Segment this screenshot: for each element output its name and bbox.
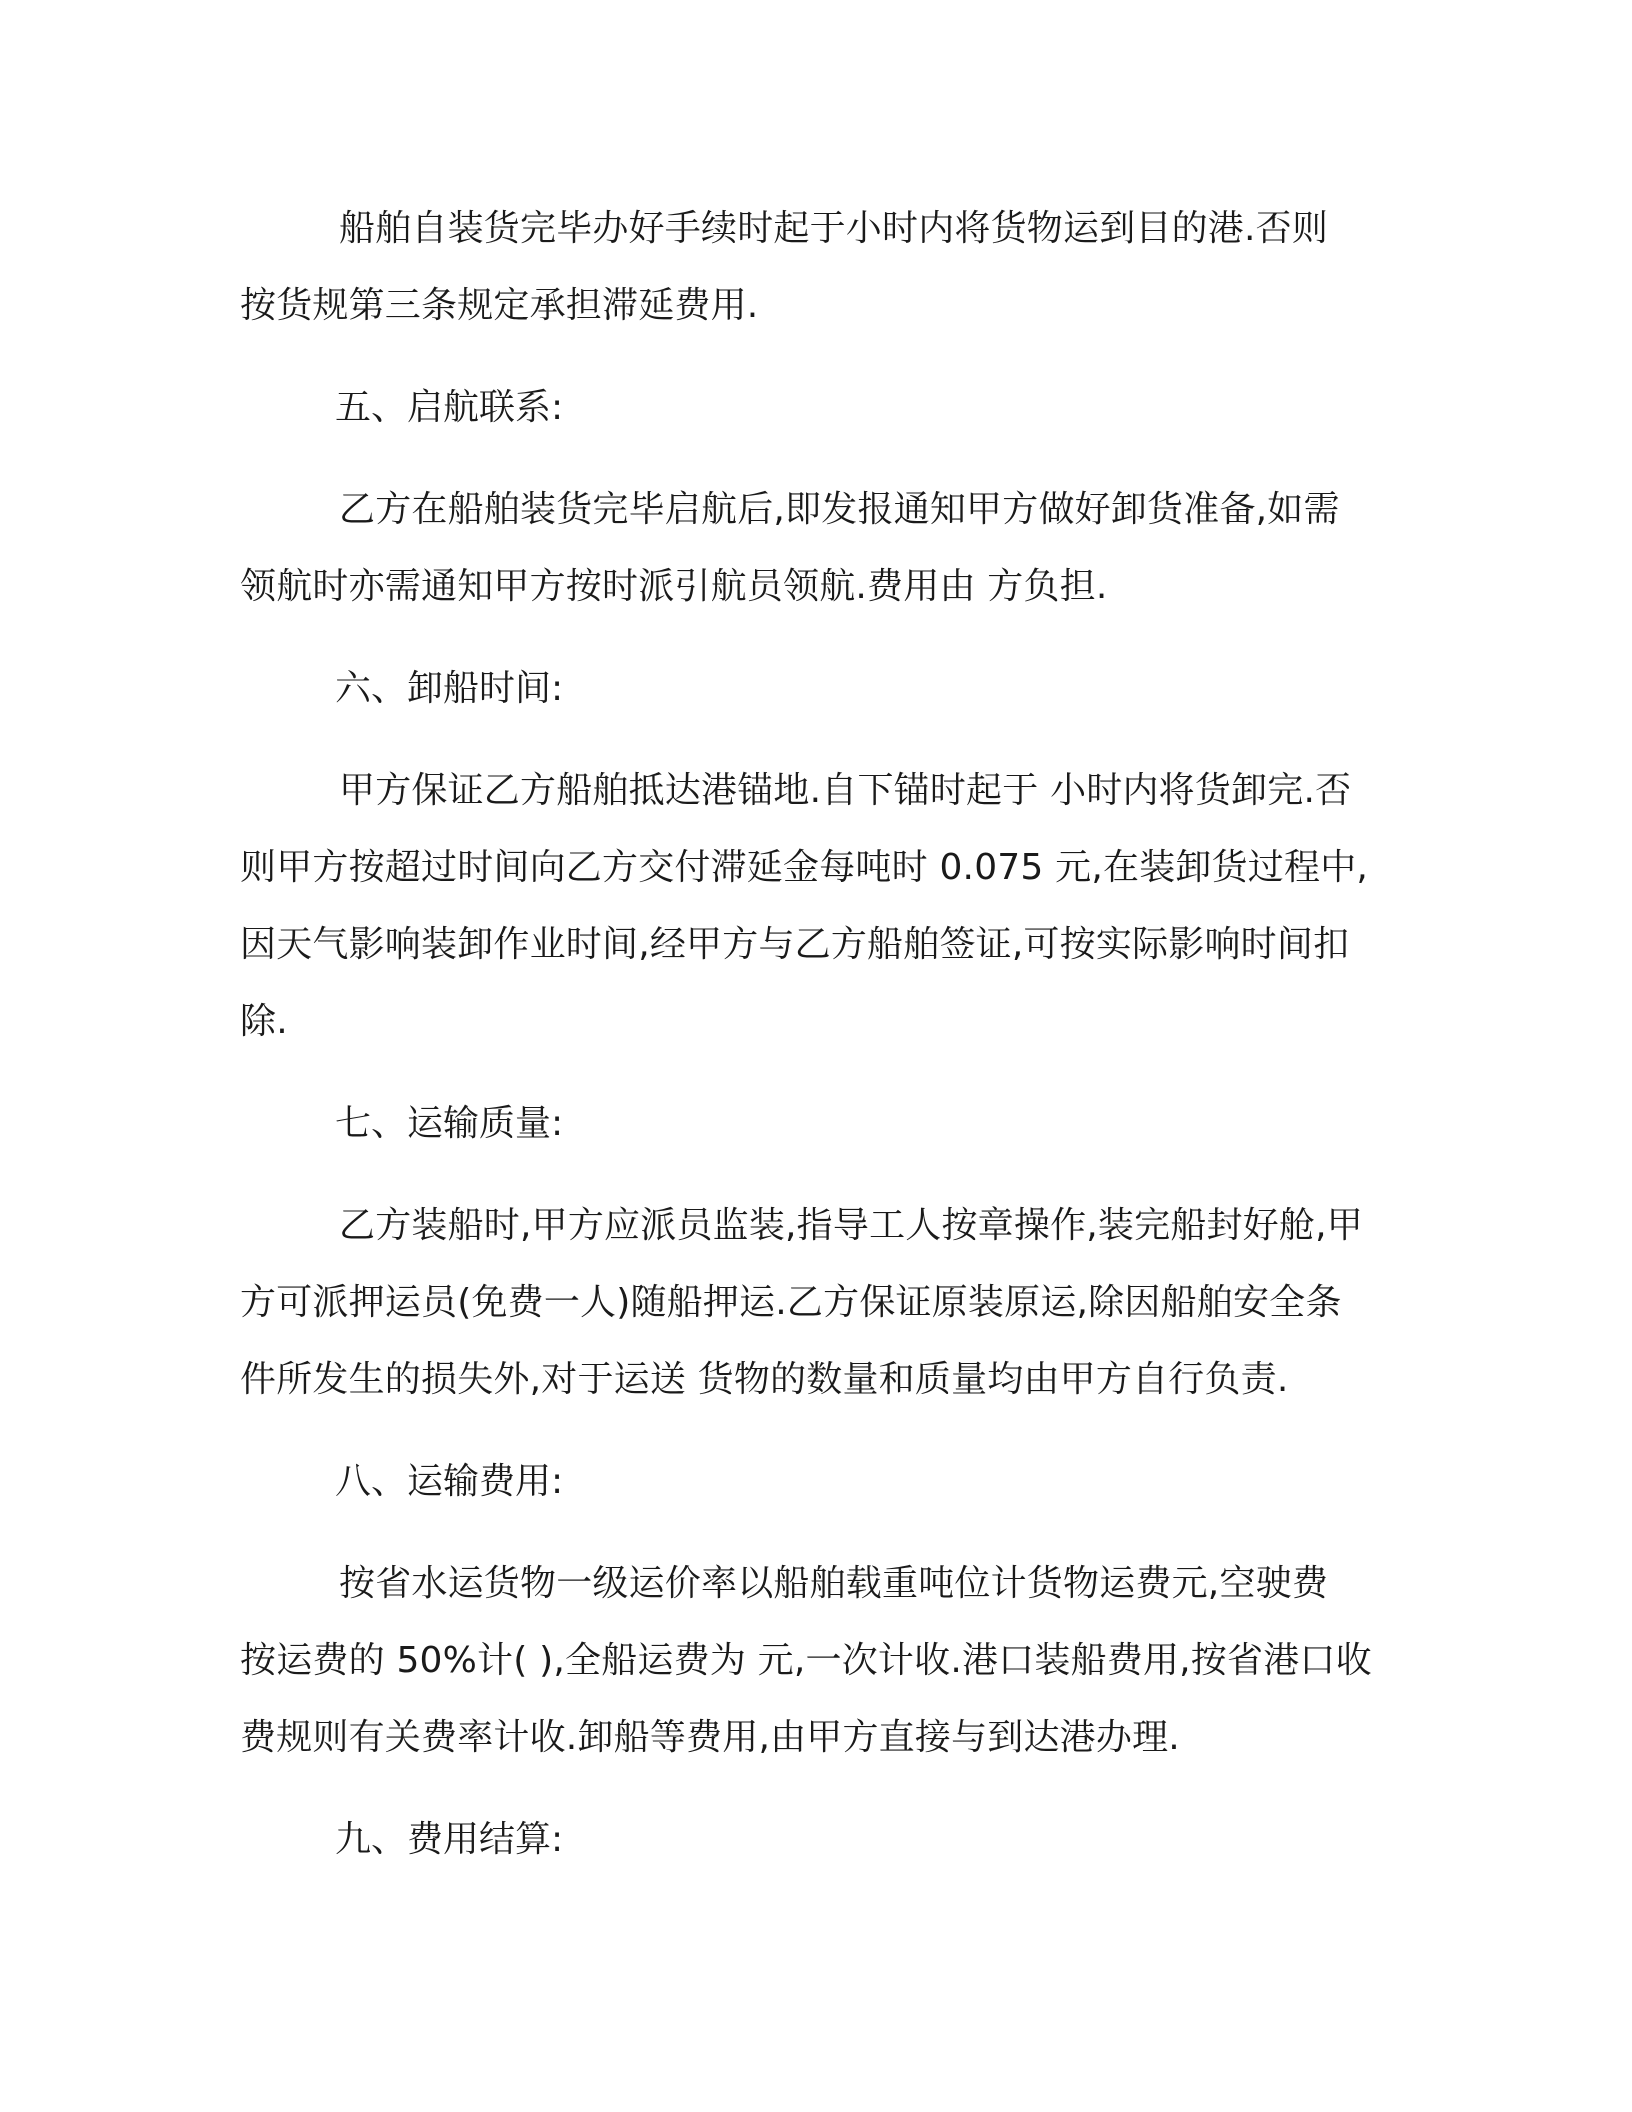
text-line: 件所发生的损失外,对于运送 货物的数量和质量均由甲方自行负责.: [240, 1359, 1289, 1400]
section-heading-6: 六、卸船时间:: [335, 668, 564, 709]
paragraph-shipping-time: [240, 190, 1380, 344]
text-line: 乙方在船舶装货完毕启航后,即发报通知甲方做好卸货准备,如需: [339, 489, 1340, 530]
section-heading-5: 五、启航联系:: [335, 387, 564, 428]
text-line: 甲方保证乙方船舶抵达港锚地.自下锚时起于 小时内将货卸完.否: [339, 770, 1352, 811]
text-line: 按运费的 50%计( ),全船运费为 元,一次计收.港口装船费用,按省港口收: [240, 1640, 1372, 1681]
text-line: 乙方装船时,甲方应派员监装,指导工人按章操作,装完船封好舱,甲: [339, 1205, 1363, 1246]
paragraph-departure-contact: [240, 471, 1380, 625]
section-heading-7: 七、运输质量:: [335, 1103, 564, 1144]
section-heading-8: 八、运输费用:: [335, 1461, 564, 1502]
text-line: 因天气影响装卸作业时间,经甲方与乙方船舶签证,可按实际影响时间扣: [240, 924, 1350, 965]
paragraph-transport-quality: [240, 1187, 1380, 1418]
text-line: 船舶自装货完毕办好手续时起于小时内将货物运到目的港.否则: [339, 208, 1329, 249]
text-line: 费规则有关费率计收.卸船等费用,由甲方直接与到达港办理.: [240, 1717, 1180, 1758]
document-page: [240, 190, 1380, 1903]
text-line: 按省水运货物一级运价率以船舶载重吨位计货物运费元,空驶费: [339, 1563, 1329, 1604]
text-line: 方可派押运员(免费一人)随船押运.乙方保证原装原运,除因船舶安全条: [240, 1282, 1342, 1323]
text-line: 则甲方按超过时间向乙方交付滞延金每吨时 0.075 元,在装卸货过程中,: [240, 847, 1369, 888]
paragraph-transport-fees: [240, 1545, 1380, 1776]
text-line: 除.: [240, 1001, 288, 1042]
text-line: 领航时亦需通知甲方按时派引航员领航.费用由 方负担.: [240, 566, 1108, 607]
text-line: 按货规第三条规定承担滞延费用.: [240, 285, 759, 326]
paragraph-unloading-time: [240, 752, 1380, 1060]
section-heading-9: 九、费用结算:: [335, 1819, 564, 1860]
